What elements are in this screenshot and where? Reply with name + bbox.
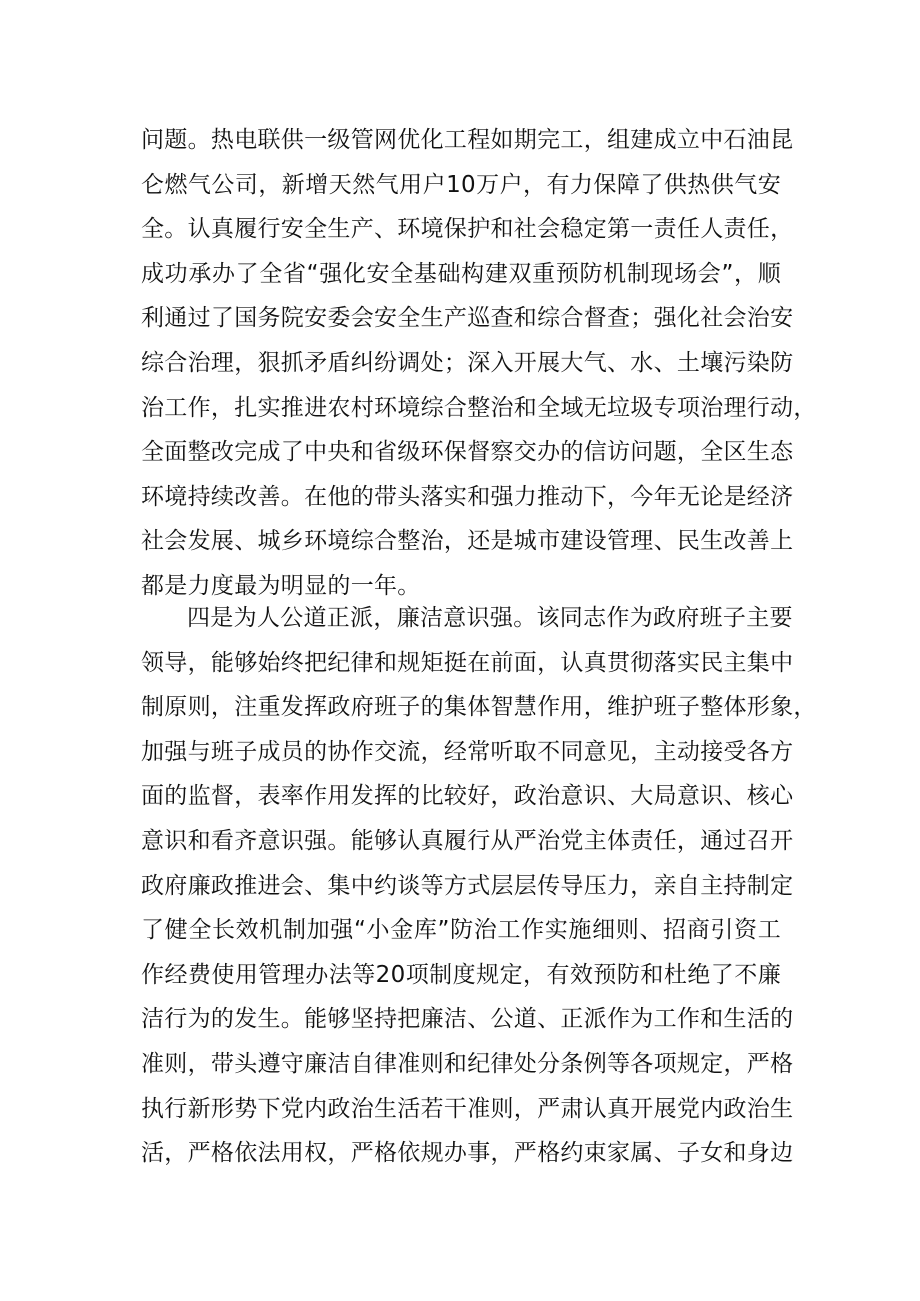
- text-line: 全面整改完成了中央和省级环保督察交办的信访问题，全区生态: [141, 439, 794, 466]
- text-line: 问题。热电联供一级管网优化工程如期完工，组建成立中石油昆: [141, 127, 794, 153]
- text-line: 社会发展、城乡环境综合整治，还是城市建设管理、民生改善上: [141, 528, 794, 555]
- paragraph-work-safety-environment: [141, 118, 817, 609]
- text-line: 全。认真履行安全生产、环境保护和社会稳定第一责任人责任，: [141, 216, 794, 243]
- text-line: 准则，带头遵守廉洁自律准则和纪律处分条例等各项规定，严格: [141, 1050, 794, 1077]
- text-line: 治工作，扎实推进农村环境综合整治和全域无垃圾专项治理行动，: [141, 394, 817, 421]
- text-line: 仑燃气公司，新增天然气用户10万户，有力保障了供热供气安: [141, 171, 781, 198]
- text-line: 利通过了国务院安委会安全生产巡查和综合督查；强化社会治安: [141, 305, 794, 332]
- text-line: 加强与班子成员的协作交流，经常听取不同意见，主动接受各方: [141, 738, 794, 765]
- text-line-first-indented: 四是为人公道正派，廉洁意识强。该同志作为政府班子主要: [187, 605, 793, 631]
- text-line: 环境持续改善。在他的带头落实和强力推动下，今年无论是经济: [141, 483, 794, 510]
- text-line: 作经费使用管理办法等20项制度规定，有效预防和杜绝了不廉: [141, 961, 781, 988]
- text-line: 执行新形势下党内政治生活若干准则，严肃认真开展党内政治生: [141, 1095, 794, 1122]
- text-line: 成功承办了全省“强化安全基础构建双重预防机制现场会”，顺: [141, 260, 781, 287]
- text-line: 洁行为的发生。能够坚持把廉洁、公道、正派作为工作和生活的: [141, 1006, 794, 1033]
- text-line: 都是力度最为明显的一年。: [141, 572, 421, 599]
- text-line: 意识和看齐意识强。能够认真履行从严治党主体责任，通过召开: [141, 827, 794, 854]
- text-line: 综合治理，狠抓矛盾纠纷调处；深入开展大气、水、土壤污染防: [141, 349, 794, 376]
- text-line: 领导，能够始终把纪律和规矩挺在前面，认真贯彻落实民主集中: [141, 649, 794, 676]
- text-line: 了健全长效机制加强“小金库”防治工作实施细则、招商引资工: [141, 917, 781, 944]
- text-line: 制原则，注重发挥政府班子的集体智慧作用，维护班子整体形象，: [141, 694, 817, 721]
- text-line: 面的监督，表率作用发挥的比较好，政治意识、大局意识、核心: [141, 783, 794, 810]
- text-line: 政府廉政推进会、集中约谈等方式层层传导压力，亲自主持制定: [141, 872, 794, 899]
- paragraph-integrity: [141, 596, 817, 1176]
- text-line: 活，严格依法用权，严格依规办事，严格约束家属、子女和身边: [141, 1140, 794, 1167]
